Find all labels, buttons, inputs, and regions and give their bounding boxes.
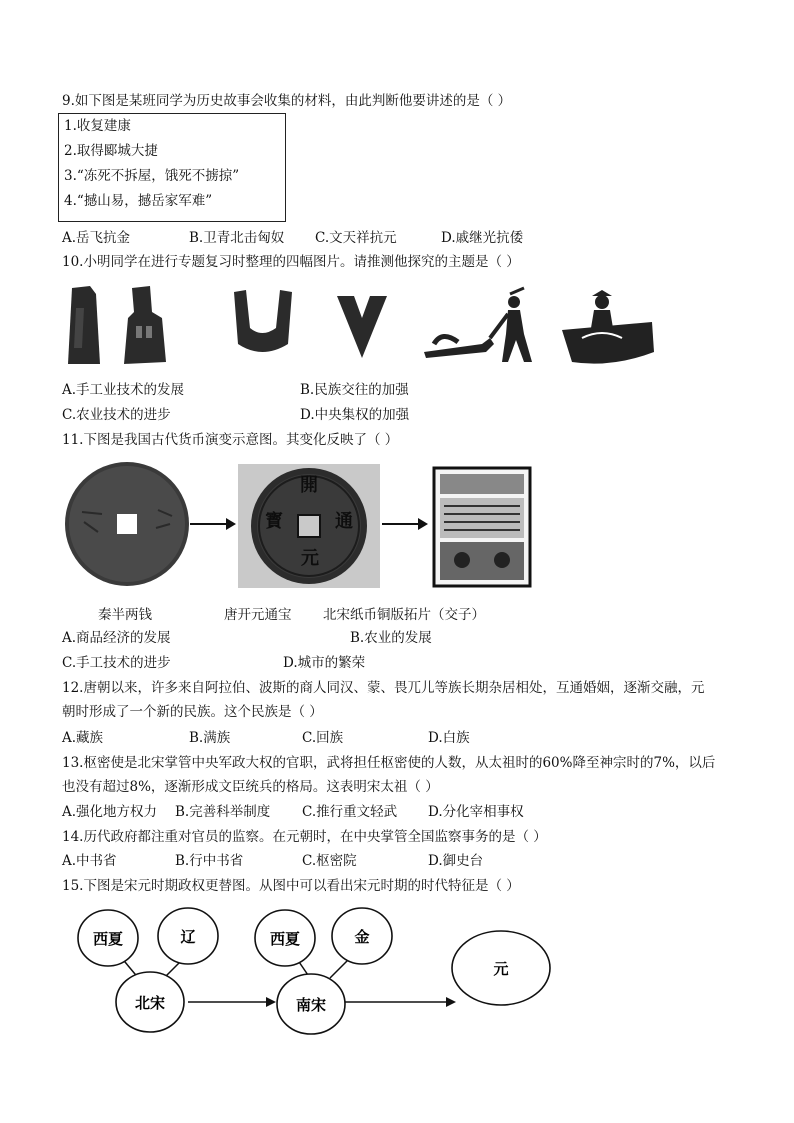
ploughing-farmer-icon — [424, 288, 532, 362]
q9-material-2: 2.取得郾城大捷 — [64, 143, 158, 159]
label-yuan: 元 — [493, 960, 509, 978]
q10-images — [62, 278, 662, 378]
q13-option-c[interactable]: C.推行重文轻武 — [302, 804, 398, 820]
q12-option-a[interactable]: A.藏族 — [62, 730, 104, 746]
q9-material-box — [58, 113, 286, 222]
q11-caption-jiaozi: 北宋纸币铜版拓片（交子） — [323, 607, 485, 623]
label-jin: 金 — [354, 928, 370, 946]
q12-stem-line2: 朝时形成了一个新的民族。这个民族是（ ） — [62, 704, 323, 720]
q11-caption-kaiyuan: 唐开元通宝 — [224, 607, 292, 623]
q9-material-3: 3.“冻死不拆屋，饿死不掳掠” — [64, 168, 240, 184]
arrow-icon — [382, 518, 428, 530]
q14-stem: 14.历代政府都注重对官员的监察。在元朝时，在中央掌管全国监察事务的是（ ） — [62, 829, 547, 845]
q13-option-b[interactable]: B.完善科举制度 — [175, 804, 271, 820]
q13-stem-line2: 也没有超过8%，逐渐形成文臣统兵的格局。这表明宋太祖（ ） — [62, 779, 439, 795]
q9-option-c[interactable]: C.文天祥抗元 — [315, 230, 397, 246]
label-xixia-1: 西夏 — [92, 930, 124, 948]
label-beisong: 北宋 — [134, 994, 166, 1012]
q9-option-b[interactable]: B.卫青北击匈奴 — [189, 230, 285, 246]
q10-stem: 10.小明同学在进行专题复习时整理的四幅图片。请推测他探究的主题是（ ） — [62, 254, 520, 270]
q14-option-d[interactable]: D.御史台 — [428, 853, 484, 869]
q14-option-b[interactable]: B.行中书省 — [175, 853, 244, 869]
q14-option-a[interactable]: A.中书省 — [62, 853, 117, 869]
iron-ploughshare-icon — [337, 296, 387, 358]
coin-char-bottom: 元 — [301, 548, 319, 569]
bone-spade-icon — [124, 286, 166, 364]
q12-stem-line1: 12.唐朝以来，许多来自阿拉伯、波斯的商人同汉、蒙、畏兀儿等族长期杂居相处，互通婚姻，逐渐交融，元 — [62, 680, 705, 696]
banliang-coin-icon — [65, 462, 189, 586]
q9-option-d[interactable]: D.戚继光抗倭 — [441, 230, 524, 246]
q11-option-a[interactable]: A.商品经济的发展 — [62, 630, 171, 646]
q11-option-c[interactable]: C.手工技术的进步 — [62, 655, 171, 671]
coin-char-top: 開 — [300, 475, 318, 496]
q12-option-d[interactable]: D.白族 — [428, 730, 470, 746]
q10-option-c[interactable]: C.农业技术的进步 — [62, 407, 171, 423]
label-nansong: 南宋 — [295, 996, 327, 1014]
q11-option-b[interactable]: B.农业的发展 — [350, 630, 432, 646]
stone-tool-icon — [68, 286, 100, 364]
q12-option-c[interactable]: C.回族 — [302, 730, 344, 746]
q11-stem: 11.下图是我国古代货币演变示意图。其变化反映了（ ） — [62, 432, 399, 448]
q10-option-d[interactable]: D.中央集权的加强 — [300, 407, 410, 423]
coin-char-right: 通 — [335, 511, 353, 532]
coin-char-left: 寳 — [265, 511, 283, 532]
q11-caption-banliang: 秦半两钱 — [98, 607, 152, 623]
q13-option-d[interactable]: D.分化宰相事权 — [428, 804, 524, 820]
q9-stem: 9.如下图是某班同学为历史故事会收集的材料，由此判断他要讲述的是（ ） — [62, 93, 512, 109]
label-liao: 辽 — [180, 928, 196, 946]
label-xixia-2: 西夏 — [269, 930, 301, 948]
q11-option-d[interactable]: D.城市的繁荣 — [283, 655, 366, 671]
q13-option-a[interactable]: A.强化地方权力 — [62, 804, 158, 820]
q10-option-b[interactable]: B.民族交往的加强 — [300, 382, 409, 398]
q12-option-b[interactable]: B.满族 — [189, 730, 231, 746]
q9-option-a[interactable]: A.岳飞抗金 — [62, 230, 131, 246]
iron-hoe-icon — [234, 290, 292, 352]
q10-option-a[interactable]: A.手工业技术的发展 — [62, 382, 185, 398]
q14-option-c[interactable]: C.枢密院 — [302, 853, 357, 869]
q9-material-4: 4.“撼山易，撼岳家军难” — [64, 193, 213, 209]
q15-regime-diagram — [0, 900, 794, 1040]
jiaozi-banknote-icon — [434, 468, 530, 586]
q9-material-1: 1.收复建康 — [64, 118, 131, 134]
q15-stem: 15.下图是宋元时期政权更替图。从图中可以看出宋元时期的时代特征是（ ） — [62, 878, 520, 894]
arrow-icon — [190, 518, 236, 530]
arrow-icon — [188, 997, 276, 1007]
farmer-with-seed-drill-icon — [562, 290, 654, 364]
q13-stem-line1: 13.枢密使是北宋掌管中央军政大权的官职，武将担任枢密使的人数，从太祖时的60%降至神宗时的7%，以后 — [62, 755, 716, 771]
arrow-icon — [345, 997, 456, 1007]
